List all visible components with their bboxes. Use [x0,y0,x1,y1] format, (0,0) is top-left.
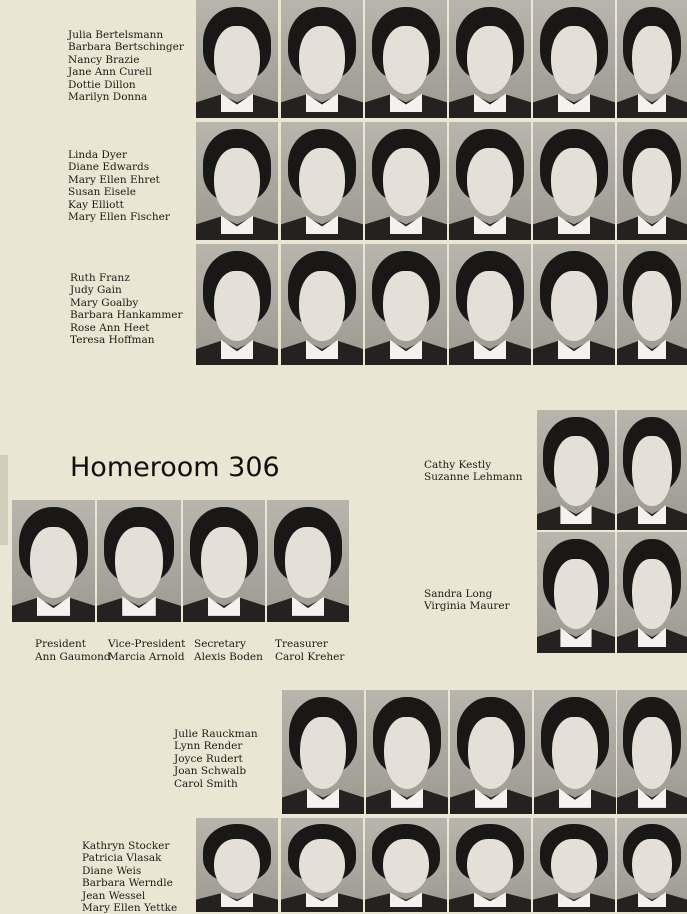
student-name: Julie Rauckman [174,728,258,740]
student-name: Susan Eisele [68,186,136,199]
name-list-group-3 [70,272,183,346]
student-portrait [183,500,265,622]
student-portrait [617,532,687,653]
student-portrait [617,690,687,814]
student-portrait [282,690,364,814]
officer-name: Carol Kreher [275,650,345,663]
student-portrait [196,244,278,365]
officer-name: Marcia Arnold [108,650,185,663]
student-portrait [12,500,95,622]
student-portrait [365,0,447,118]
student-portrait [281,122,363,240]
student-name: Rose Ann Heet [70,321,150,334]
binding-edge [0,455,8,545]
name-list-group-4 [424,459,523,484]
student-name: Joan Schwalb [174,765,247,778]
student-portrait [449,818,531,912]
officer-treasurer [275,638,344,663]
student-name: Mary Ellen Yettke [82,902,178,914]
student-name: Suzanne Lehmann [424,471,523,484]
student-name: Cathy Kestly [424,459,492,471]
student-portrait [281,818,363,912]
student-portrait [449,244,531,365]
student-portrait [617,122,687,240]
student-name: Mary Ellen Ehret [68,173,160,186]
officer-role: President [35,638,86,650]
student-portrait [267,500,349,622]
student-name: Diane Weis [82,864,142,877]
officer-name: Ann Gaumond [35,650,111,663]
student-name: Barbara Bertschinger [68,41,184,54]
officer-president [35,638,111,663]
student-name: Judy Gain [70,284,122,297]
officer-name: Alexis Boden [194,650,263,663]
student-name: Kathryn Stocker [82,840,170,852]
student-portrait [97,500,181,622]
student-portrait [533,122,615,240]
student-name: Julia Bertelsmann [68,29,164,41]
student-name: Lynn Render [174,740,243,753]
student-name: Jean Wessel [82,889,146,902]
student-portrait [196,818,278,912]
student-portrait [449,122,531,240]
student-portrait [617,410,687,530]
student-portrait [617,0,687,118]
officer-vice-president [108,638,185,663]
student-name: Carol Smith [174,777,238,790]
student-name: Patricia Vlasak [82,852,162,865]
student-portrait [365,122,447,240]
student-name: Teresa Hoffman [70,334,155,347]
student-portrait [617,818,687,912]
student-portrait [534,690,616,814]
officer-role: Secretary [194,638,246,650]
student-portrait [617,244,687,365]
student-name: Barbara Hankammer [70,309,183,322]
student-portrait [365,818,447,912]
student-portrait [365,244,447,365]
student-name: Kay Elliott [68,198,124,211]
student-portrait [196,122,278,240]
officer-secretary [194,638,263,663]
student-portrait [366,690,448,814]
name-list-group-6 [174,728,258,790]
student-name: Mary Goalby [70,296,139,309]
student-name: Dottie Dillon [68,78,136,91]
name-list-group-1 [68,29,184,103]
page-title: Homeroom 306 [70,452,280,483]
student-portrait [533,0,615,118]
student-portrait [281,0,363,118]
student-name: Jane Ann Curell [68,66,152,79]
student-name: Virginia Maurer [424,600,510,613]
student-portrait [196,0,278,118]
student-portrait [537,532,615,653]
student-name: Joyce Rudert [174,752,243,765]
officer-role: Vice-President [108,638,186,650]
student-name: Mary Ellen Fischer [68,211,170,224]
student-portrait [537,410,615,530]
student-name: Linda Dyer [68,149,127,161]
student-name: Nancy Brazie [68,53,140,66]
student-portrait [533,818,615,912]
name-list-group-7 [82,840,177,914]
student-portrait [281,244,363,365]
student-name: Marilyn Donna [68,91,148,104]
student-name: Ruth Franz [70,272,130,284]
student-portrait [450,690,532,814]
student-name: Sandra Long [424,588,493,600]
student-portrait [533,244,615,365]
name-list-group-2 [68,149,170,223]
student-name: Barbara Werndle [82,877,173,890]
student-name: Diane Edwards [68,161,150,174]
name-list-group-5 [424,588,510,613]
student-portrait [449,0,531,118]
officer-role: Treasurer [275,638,328,650]
